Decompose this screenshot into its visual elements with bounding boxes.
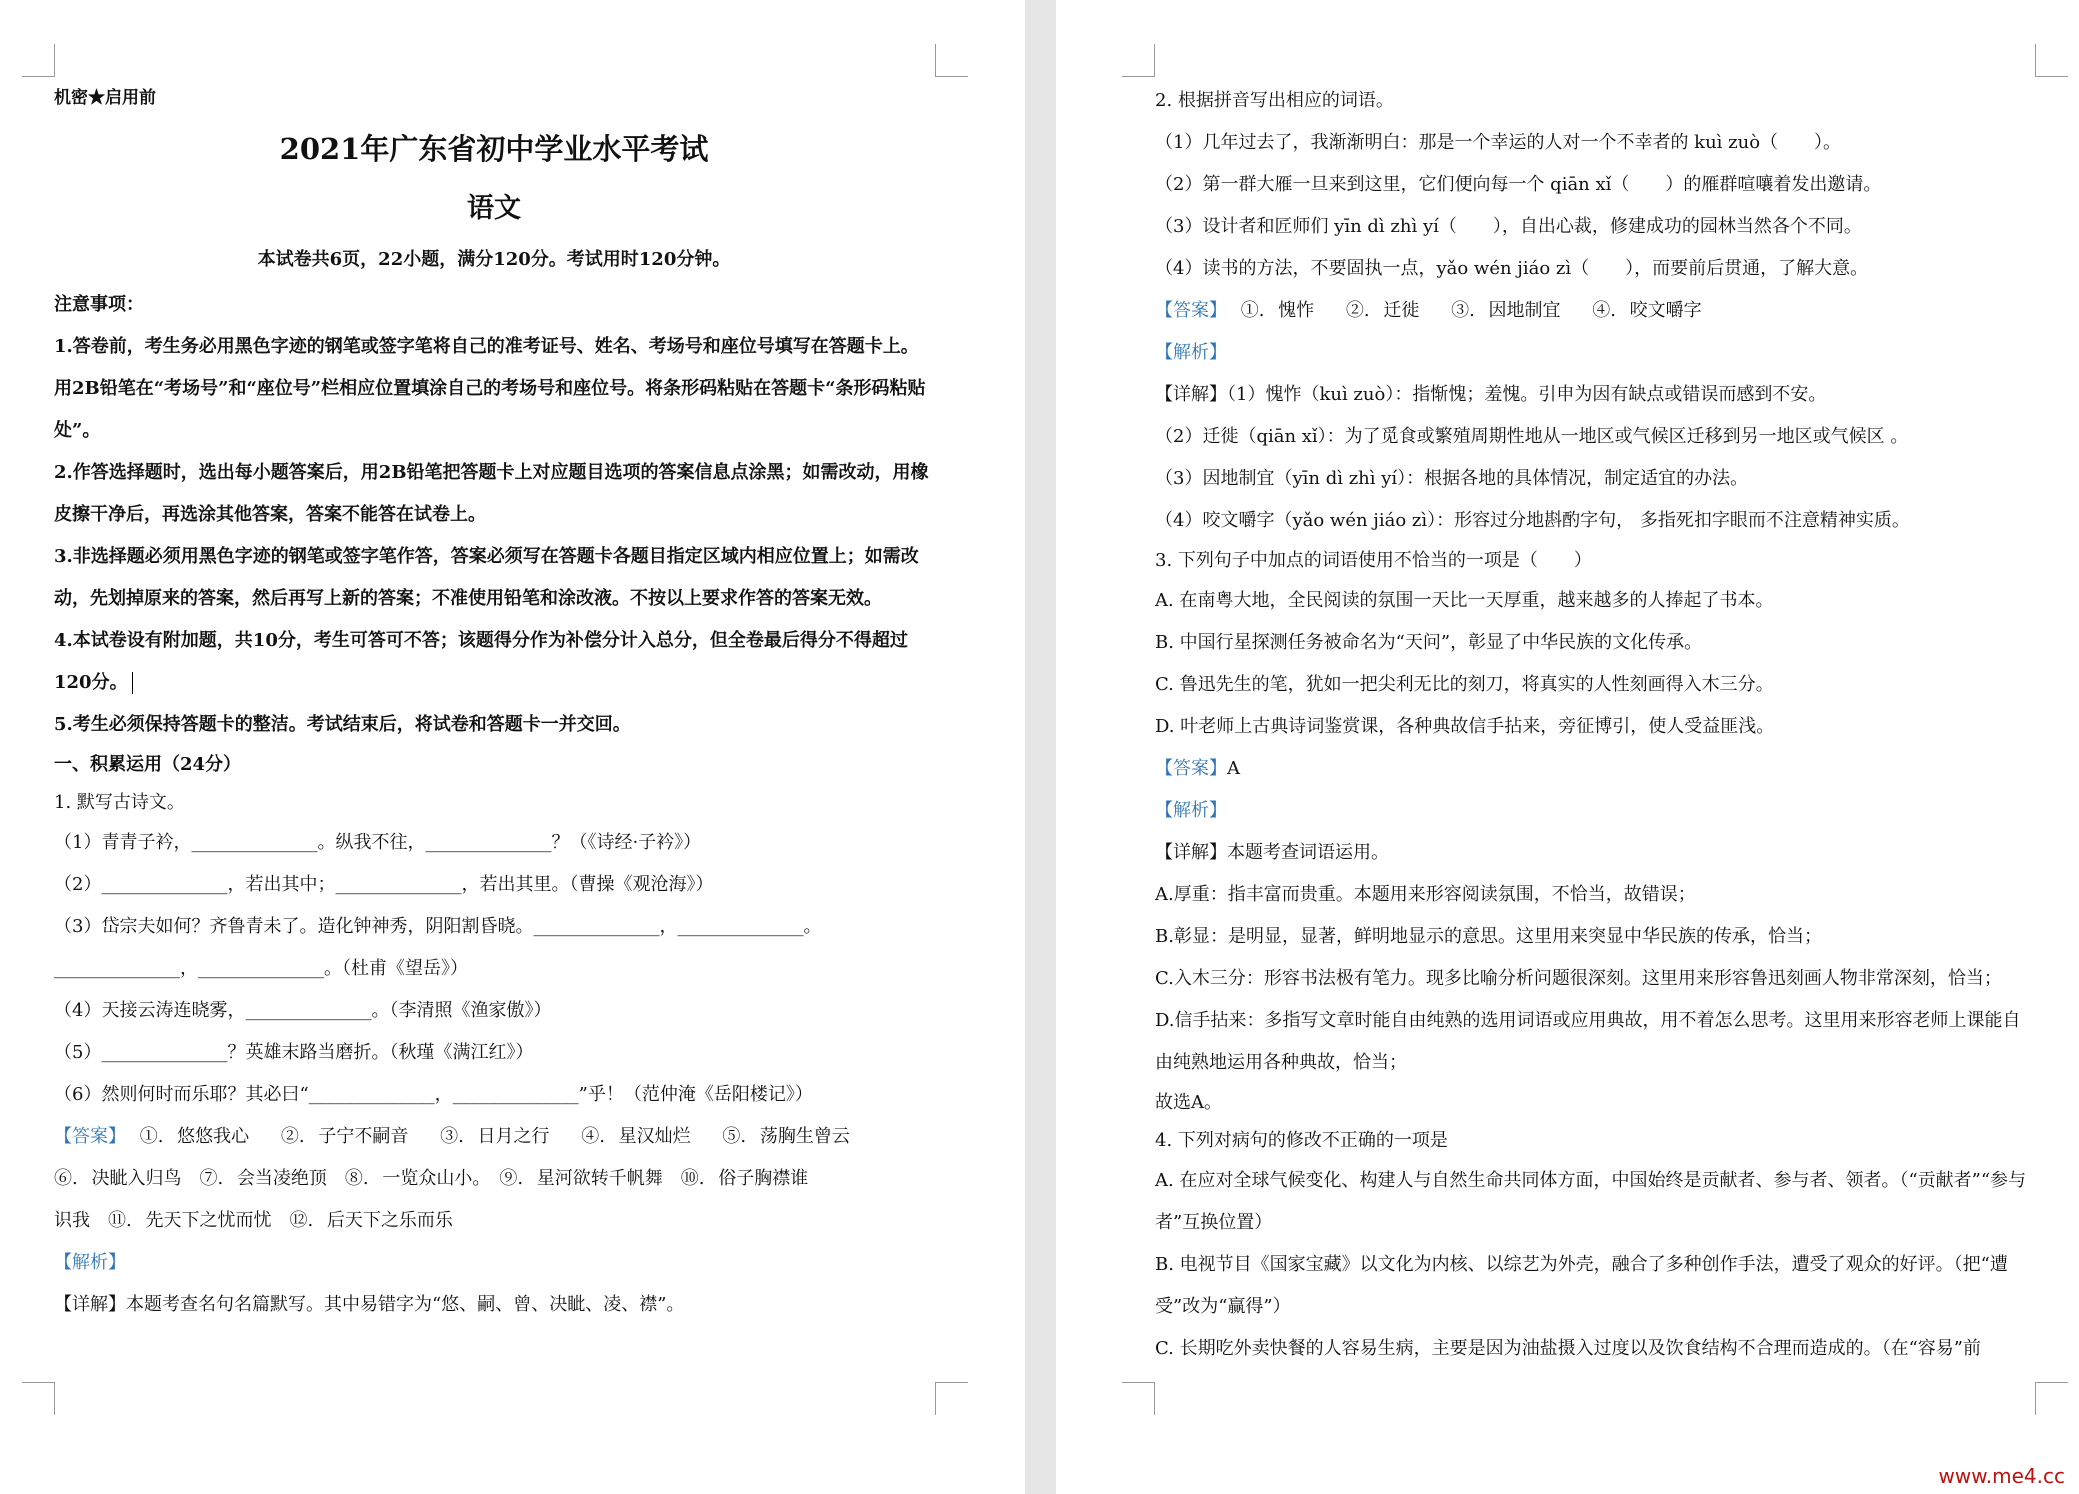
analysis-tag: 【解析】: [54, 1252, 126, 1273]
option-item: D. 叶老师上古典诗词鉴赏课，各种典故信手拈来，旁征博引，使人受益匪浅。: [1155, 716, 1775, 737]
notice-item: 2.作答选择题时，选出每小题答案后，用2B铅笔把答题卡上对应题目选项的答案信息点涂黑；如需改动，用橡皮擦干净后，再选涂其他答案，答案不能答在试卷上。: [54, 462, 929, 525]
notice-heading: 注意事项：: [54, 294, 144, 315]
exam-intro: 本试卷共6页，22小题，满分120分。考试用时120分钟。: [257, 249, 731, 270]
detail-text: （3）因地制宜（yīn dì zhì yí）：根据各地的具体情况，制定适宜的办法。: [1155, 468, 1749, 489]
document-page-right: [1056, 0, 2079, 1494]
crop-mark: [22, 1382, 55, 1415]
detail-text: B.彰显：是明显，显著，鲜明地显示的意思。这里用来突显中华民族的传承，恰当；: [1155, 926, 1822, 947]
question-item: （4）读书的方法，不要固执一点，yǎo wén jiáo zì（ ），而要前后贯通，了解大意。: [1155, 258, 1869, 279]
answer-tag: 【答案】: [1155, 300, 1227, 321]
crop-mark: [22, 44, 55, 77]
option-item: B. 电视节目《国家宝藏》以文化为内核、以综艺为外壳，融合了多种创作手法，遭受了观众的好评。（把“遭受”改为“赢得”）: [1155, 1254, 2008, 1317]
conclusion-text: 故选A。: [1155, 1092, 1222, 1113]
notice-item: 3.非选择题必须用黑色字迹的钢笔或签字笔作答，答案必须写在答题卡各题目指定区域内相应位置上；如需改动，先划掉原来的答案，然后再写上新的答案；不准使用铅笔和涂改液。不按以上要求作答的答案无效。: [54, 546, 919, 609]
crop-mark: [935, 1382, 968, 1415]
detail-text: 【详解】本题考查名句名篇默写。其中易错字为“悠、嗣、曾、决眦、凌、襟”。: [54, 1294, 685, 1315]
analysis-tag: 【解析】: [1155, 800, 1227, 821]
answer-text: ①. 悠悠我心 ②. 子宁不嗣音 ③. 日月之行 ④. 星汉灿烂 ⑤. 荡胸生曾云: [139, 1126, 850, 1147]
option-item: C. 长期吃外卖快餐的人容易生病，主要是因为油盐摄入过度以及饮食结构不合理而造成的。（在“容易”前: [1155, 1338, 1981, 1359]
answer-line: ⑥. 决眦入归鸟 ⑦. 会当凌绝顶 ⑧. 一览众山小。 ⑨. 星河欲转千帆舞 ⑩. 俗子胸襟谁: [54, 1168, 809, 1189]
detail-text: （2）迁徙（qiān xǐ）：为了觅食或繁殖周期性地从一地区或气候区迁移到另一地区或气候区 。: [1155, 426, 1909, 447]
question-item: （1）几年过去了，我渐渐明白：那是一个幸运的人对一个不幸者的 kuì zuò（ ）。: [1155, 132, 1842, 153]
question-title: 3. 下列句子中加点的词语使用不恰当的一项是（ ）: [1155, 550, 1592, 571]
question-item: （5）______________？英雄末路当磨折。（秋瑾《满江红》）: [54, 1042, 534, 1063]
question-title: 4. 下列对病句的修改不正确的一项是: [1155, 1130, 1448, 1151]
option-item: A. 在应对全球气候变化、构建人与自然生命共同体方面，中国始终是贡献者、参与者、领者。（“贡献者”“参与者”互换位置）: [1155, 1170, 2027, 1233]
option-item: A. 在南粤大地，全民阅读的氛围一天比一天厚重，越来越多的人捧起了书本。: [1155, 590, 1774, 611]
crop-mark: [935, 44, 968, 77]
crop-mark: [1122, 44, 1155, 77]
detail-text: D.信手拈来：多指写文章时能自由纯熟的选用词语或应用典故，用不着怎么思考。这里用来形容老师上课能自由纯熟地运用各种典故，恰当；: [1155, 1010, 2021, 1073]
question-title: 1. 默写古诗文。: [54, 792, 185, 813]
page-gutter: [1025, 0, 1056, 1494]
subject-title: 语文: [467, 193, 521, 224]
secret-label: 机密★启用前: [54, 88, 156, 108]
section-title: 一、积累运用（24分）: [54, 754, 242, 775]
analysis-tag: 【解析】: [1155, 342, 1227, 363]
notice-item: [54, 620, 934, 704]
question-item: （3）岱宗夫如何？齐鲁青未了。造化钟神秀，阴阳割昏晓。______________，______________。: [54, 916, 822, 937]
detail-text: 【详解】（1）愧怍（kuì zuò）：指惭愧；羞愧。引申为因有缺点或错误而感到不安。: [1155, 384, 1827, 405]
answer-line: [1155, 748, 2035, 790]
question-item: （6）然则何时而乐耶？其必曰“______________，______________”乎！（范仲淹《岳阳楼记》）: [54, 1084, 813, 1105]
detail-text: C.入木三分：形容书法极有笔力。现多比喻分析问题很深刻。这里用来形容鲁迅刻画人物非常深刻，恰当；: [1155, 968, 2002, 989]
answer-text: A: [1227, 758, 1240, 779]
answer-tag: 【答案】: [1155, 758, 1227, 779]
answer-text: ①. 愧怍 ②. 迁徙 ③. 因地制宜 ④. 咬文嚼字: [1240, 300, 1702, 321]
detail-text: 【详解】本题考查词语运用。: [1155, 842, 1389, 863]
answer-line: [1155, 290, 2035, 332]
question-item: （4）天接云涛连晓雾，______________。（李清照《渔家傲》）: [54, 1000, 552, 1021]
question-item: ______________，______________。（杜甫《望岳》）: [54, 958, 468, 979]
question-item: （3）设计者和匠师们 yīn dì zhì yí（ ），自出心裁，修建成功的园林当然各个不同。: [1155, 216, 1862, 237]
option-item: B. 中国行星探测任务被命名为“天问”，彰显了中华民族的文化传承。: [1155, 632, 1703, 653]
text-cursor: [132, 672, 133, 694]
answer-line: [54, 1116, 934, 1158]
exam-title: 2021年广东省初中学业水平考试: [279, 132, 709, 166]
notice-text: 4.本试卷设有附加题，共10分，考生可答可不答；该题得分作为补偿分计入总分，但全卷最后得分不得超过120分。: [54, 630, 908, 693]
detail-text: （4）咬文嚼字（yǎo wén jiáo zì）：形容过分地斟酌字句， 多指死扣字眼而不注意精神实质。: [1155, 510, 1910, 531]
question-item: （2）第一群大雁一旦来到这里，它们便向每一个 qiān xǐ（ ）的雁群喧嚷着发出邀请。: [1155, 174, 1882, 195]
document-page-left: [0, 0, 1025, 1494]
crop-mark: [2035, 44, 2068, 77]
notice-item: 5.考生必须保持答题卡的整洁。考试结束后，将试卷和答题卡一并交回。: [54, 714, 631, 735]
detail-text: A.厚重：指丰富而贵重。本题用来形容阅读氛围，不恰当，故错误；: [1155, 884, 1696, 905]
page-content: [1155, 80, 2035, 1370]
option-item: C. 鲁迅先生的笔，犹如一把尖利无比的刻刀，将真实的人性刻画得入木三分。: [1155, 674, 1774, 695]
notice-item: 1.答卷前，考生务必用黑色字迹的钢笔或签字笔将自己的准考证号、姓名、考场号和座位号填写在答题卡上。用2B铅笔在“考场号”和“座位号”栏相应位置填涂自己的考场号和座位号。将条形码粘贴在答题卡“条形码粘贴处”。: [54, 336, 926, 441]
crop-mark: [1122, 1382, 1155, 1415]
watermark-text: www.me4.cc: [1938, 1464, 2065, 1488]
question-title: 2. 根据拼音写出相应的词语。: [1155, 90, 1394, 111]
answer-tag: 【答案】: [54, 1126, 126, 1147]
page-content: [54, 80, 934, 1326]
question-item: （2）______________，若出其中；______________，若出其里。（曹操《观沧海》）: [54, 874, 714, 895]
question-item: （1）青青子衿，______________。纵我不往，______________？（《诗经·子衿》）: [54, 832, 702, 853]
crop-mark: [2035, 1382, 2068, 1415]
answer-line: 识我 ⑪. 先天下之忧而忧 ⑫. 后天下之乐而乐: [54, 1210, 453, 1231]
